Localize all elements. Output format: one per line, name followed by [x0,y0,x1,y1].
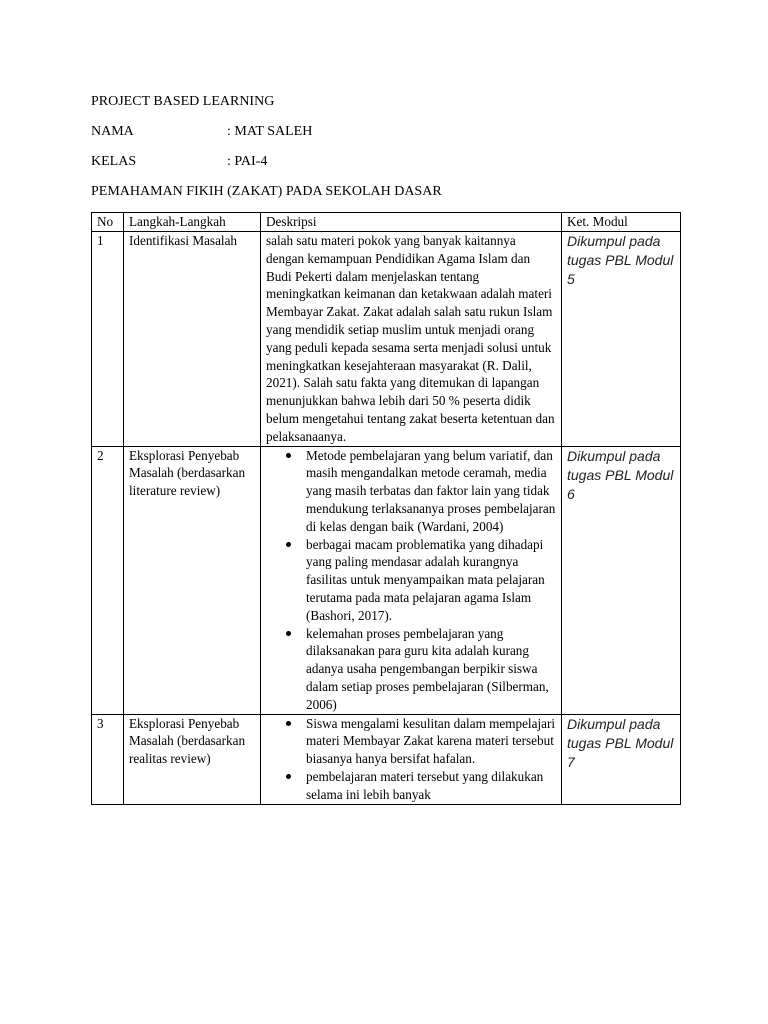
document-title: PROJECT BASED LEARNING [91,94,275,109]
cell-deskripsi [261,714,562,804]
header-langkah: Langkah-Langkah [124,213,261,232]
header-ket-modul: Ket. Modul [562,213,681,232]
cell-no: 1 [92,232,124,447]
pbl-table [91,212,681,805]
subject-heading: PEMAHAMAN FIKIH (ZAKAT) PADA SEKOLAH DASAR [91,184,442,199]
kelas-label: KELAS [91,154,137,169]
bullet-list [266,715,557,804]
kelas-line [91,152,681,182]
nama-line [91,122,681,152]
cell-deskripsi: salah satu materi pokok yang banyak kaitannya dengan kemampuan Pendidikan Agama Islam dan Budi Pekerti dalam menjelaskan tentang meningkatkan keimanan dan ketakwaan adalah materi Membayar Zakat. Zakat adalah salah satu rukun Islam yang mendidik setiap muslim untuk menjadi orang yang peduli kepada sesama serta menjadi solusi untuk meningkatkan kesejahteraan masyarakat (R. Dalil, 2021). Salah satu fakta yang ditemukan di lapangan menunjukkan bahwa lebih dari 50 % peserta didik belum mengetahui tentang zakat beserta ketentuan dan pelaksanaanya. [261,232,562,447]
table-header-row [92,213,681,232]
cell-deskripsi [261,446,562,714]
bullet-list [266,447,557,714]
bullet-item: pembelajaran materi tersebut yang dilakukan selama ini lebih banyak [306,768,557,804]
cell-langkah: Eksplorasi Penyebab Masalah (berdasarkan realitas review) [124,714,261,804]
bullet-item: berbagai macam problematika yang dihadapi yang paling mendasar adalah kurangnya fasilitas untuk menyampaikan mata pelajaran terutama pada mata pelajaran agama Islam (Bashori, 2017). [306,536,557,625]
cell-langkah: Identifikasi Masalah [124,232,261,447]
cell-no: 2 [92,446,124,714]
document-page [91,92,681,805]
kelas-value: : PAI-4 [227,154,268,169]
nama-label: NAMA [91,124,134,139]
bullet-item: kelemahan proses pembelajaran yang dilaksanakan para guru kita adalah kurang adanya usaha pengembangan berpikir siswa dalam setiap proses pembelajaran (Silberman, 2006) [306,625,557,714]
table-row [92,714,681,804]
nama-value: : MAT SALEH [227,124,313,139]
table-row [92,446,681,714]
header-deskripsi: Deskripsi [261,213,562,232]
cell-ket-modul: Dikumpul pada tugas PBL Modul 6 [562,446,681,714]
bullet-item: Siswa mengalami kesulitan dalam mempelajari materi Membayar Zakat karena materi tersebut biasanya hanya bersifat hafalan. [306,715,556,767]
table-row [92,232,681,447]
cell-langkah: Eksplorasi Penyebab Masalah (berdasarkan literature review) [124,446,261,714]
cell-ket-modul: Dikumpul pada tugas PBL Modul 7 [562,714,681,804]
cell-ket-modul: Dikumpul pada tugas PBL Modul 5 [562,232,681,447]
cell-no: 3 [92,714,124,804]
header-no: No [92,213,124,232]
bullet-item: Metode pembelajaran yang belum variatif, dan masih mengandalkan metode ceramah, media yang masih terbatas dan faktor lain yang tidak mendukung terlaksananya proses pembelajaran di kelas dengan baik (Wardani, 2004) [306,447,556,534]
